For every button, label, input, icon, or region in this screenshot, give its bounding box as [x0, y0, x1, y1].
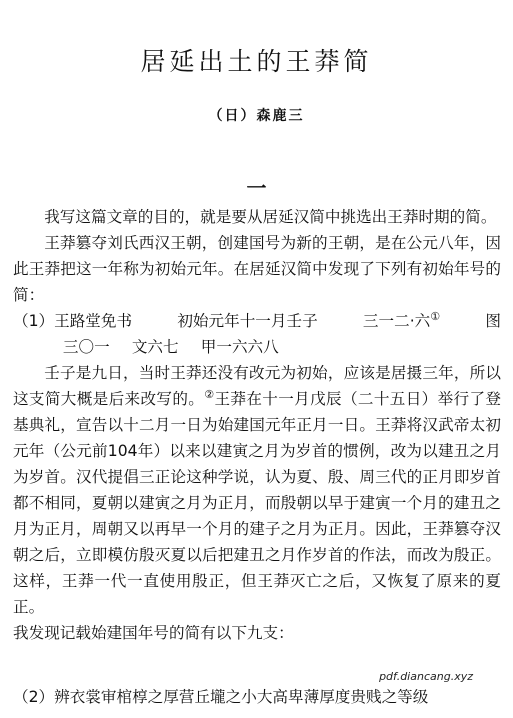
slip-item-text: 王路堂免书 — [54, 312, 133, 330]
paragraph-purpose: 我写这篇文章的目的，就是要从居延汉简中挑选出王莽时期的简。 — [44, 208, 497, 226]
watermark-text: pdf.diancang.xyz — [379, 670, 473, 683]
paragraph-list-intro: 我发现记载始建国年号的简有以下九支： — [13, 624, 294, 642]
slip-item-number: （2） — [13, 688, 55, 706]
slip-item-1 — [13, 308, 501, 334]
article-body — [13, 204, 501, 646]
slip-ref-jia: 甲一六六八 — [200, 338, 279, 356]
slip-ref-plate: 三〇一 — [62, 338, 110, 356]
article-author: （日）森鹿三 — [208, 108, 305, 124]
article-title: 居延出土的王莽简 — [140, 47, 373, 76]
slip-item-text: 辨衣裳审棺椁之厚营丘壠之小大高卑薄厚度贵贱之等级 — [54, 688, 429, 706]
slip-item-date: 初始元年十一月壬子 — [177, 312, 318, 330]
slip-item-refs — [13, 334, 501, 360]
slip-item-2 — [13, 684, 501, 710]
footnote-marker: ② — [204, 387, 215, 401]
paragraph-background: 王莽篡夺刘氏西汉王朝，创建国号为新的王朝，是在公元八年，因此王莽把这一年称为初始元年。在居延汉简中发现了下列有初始年号的简： — [13, 234, 501, 304]
section-number: 一 — [246, 176, 267, 200]
paragraph-calendar: 壬子是九日，当时王莽还没有改元为初始，应该是居摄三年，所以这支简大概是后来改写的。②王莽在十一月戊辰（二十五日）举行了登基典礼，宣告以十二月一日为始建国元年正月一日。王莽将汉武帝太初元年（公元前104年）以来以建寅之月为岁首的惯例，改为以建丑之月为岁首。汉代提倡三正论这种学说，认为夏、殷、周三代的正月即岁首都不相同，夏朝以建寅之月为正月，而殷朝以早于建寅一个月的建丑之月为正月，周朝又以再早一个月的建子之月为正月。因此，王莽篡夺汉朝之后，立即模仿殷灭夏以后把建丑之月作岁首的作法，而改为殷正。这样，王莽一代一直使用殷正，但王莽灭亡之后，又恢复了原来的夏正。 — [13, 364, 501, 616]
slip-item-ref: 三一二·六① — [362, 309, 441, 330]
slip-item-number: （1） — [13, 312, 55, 330]
slip-item-plate-label: 图 — [485, 312, 501, 330]
slip-ref-wen: 文六七 — [131, 338, 179, 356]
slip-item-line — [54, 308, 501, 334]
footnote-marker: ① — [430, 309, 441, 323]
